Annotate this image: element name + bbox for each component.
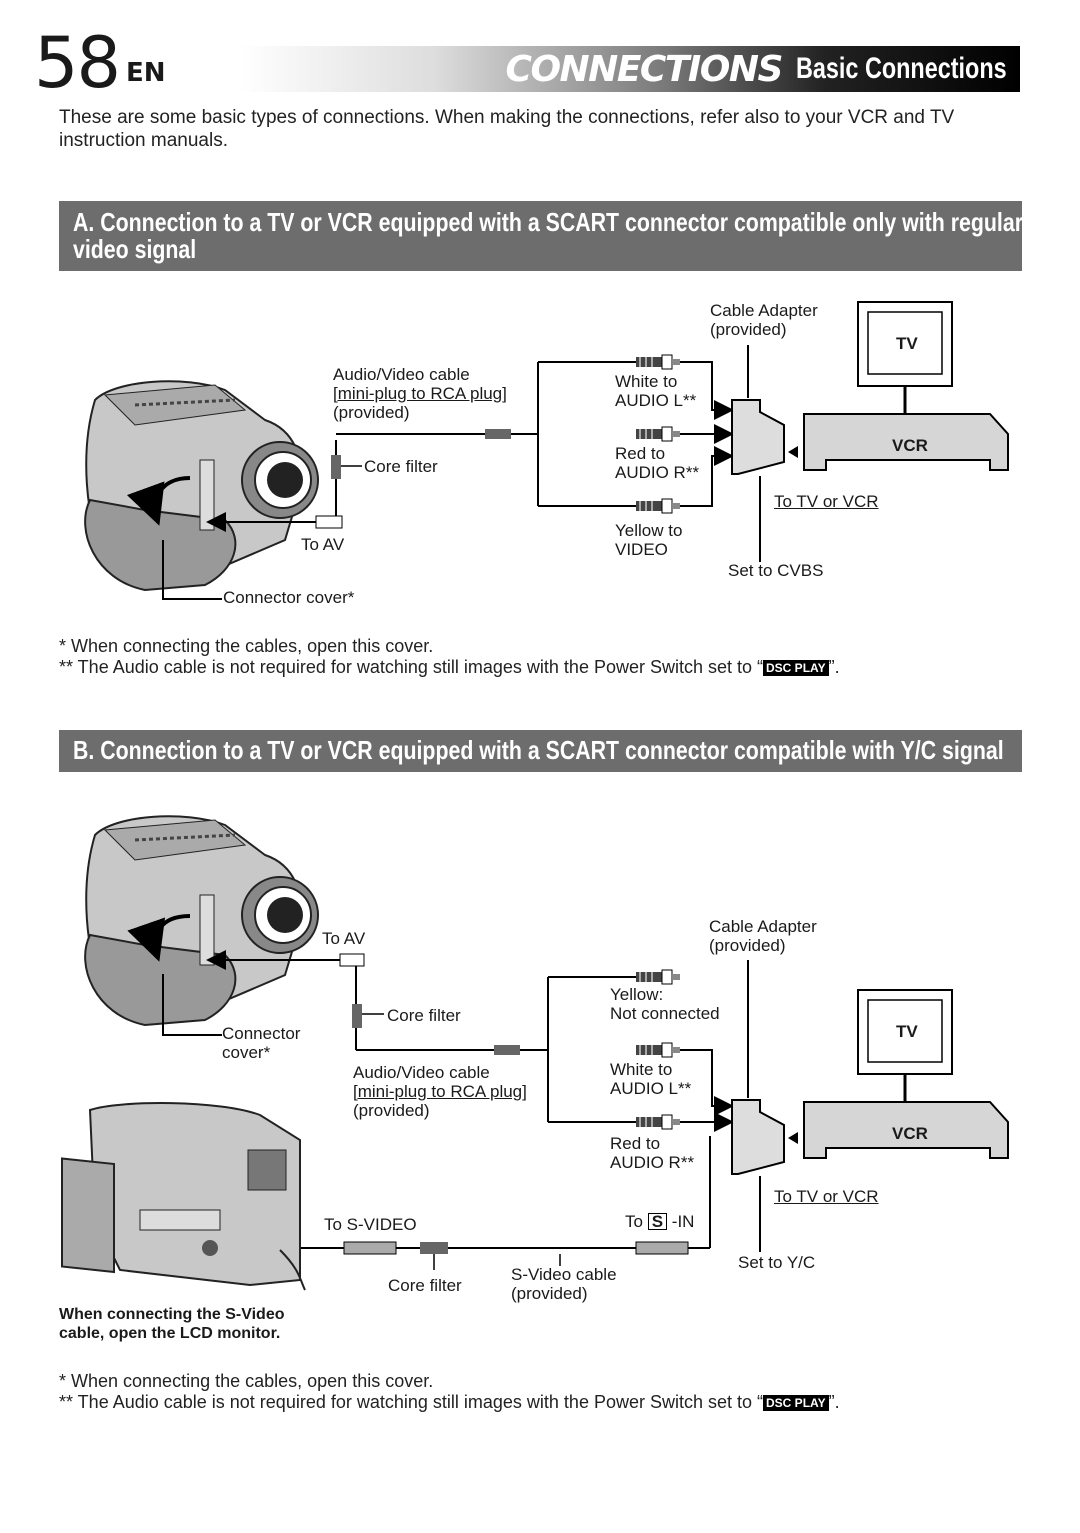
b-red-label: Red to AUDIO R**	[610, 1134, 695, 1172]
a-set-to-label: Set to CVBS	[728, 561, 824, 580]
dsc-play-badge: DSC PLAY	[763, 1395, 829, 1411]
a-tv-label: TV	[896, 334, 918, 353]
header-subtitle: Basic Connections	[795, 52, 1007, 85]
b-connector-cover-label: Connector cover*	[222, 1024, 301, 1062]
b-to-av-label: To AV	[322, 929, 366, 948]
a-white-label: White to AUDIO L**	[615, 372, 697, 410]
a-connector-cover-label: Connector cover*	[223, 588, 355, 607]
b-footnote-2: ** The Audio cable is not required for watching still images with the Power Switch set to “ DSC PLAY ”.	[59, 1392, 840, 1412]
intro-text: These are some basic types of connections. When making the connections, refer also to your VCR and TV instruction manuals.	[59, 107, 955, 151]
b-core-filter-label-1: Core filter	[387, 1006, 461, 1025]
b-yellow-label: Yellow: Not connected	[610, 985, 720, 1023]
section-b-heading: B. Connection to a TV or VCR equipped with a SCART connector compatible with Y/C signal	[59, 730, 1022, 772]
b-svideo-cable-label: S-Video cable (provided)	[511, 1265, 617, 1303]
b-core-filter-label-2: Core filter	[388, 1276, 462, 1295]
b-vcr-label: VCR	[892, 1124, 928, 1143]
a-to-tv-vcr-label: To TV or VCR	[774, 492, 879, 511]
section-a-heading: A. Connection to a TV or VCR equipped with a SCART connector compatible only with regular video signal	[59, 201, 1022, 271]
a-connector-cover-leader	[162, 540, 222, 600]
s-video-icon: S	[648, 1213, 667, 1230]
b-footnote-1: * When connecting the cables, open this cover.	[59, 1371, 434, 1391]
page-number: 58	[34, 22, 120, 104]
b-lcd-note: When connecting the S-Video cable, open the LCD monitor.	[59, 1306, 285, 1342]
a-footnote-1: * When connecting the cables, open this cover.	[59, 636, 434, 656]
camcorder-lcd-open	[62, 1103, 305, 1290]
b-tv-label: TV	[896, 1022, 918, 1041]
a-core-filter-label: Core filter	[364, 457, 438, 476]
a-cable-adapter-label: Cable Adapter (provided)	[710, 301, 818, 339]
b-to-s-in-label: To S -IN	[625, 1212, 695, 1231]
b-connector-cover-leader	[162, 974, 222, 1036]
b-set-to-label: Set to Y/C	[738, 1253, 816, 1272]
language-code: EN	[126, 58, 166, 88]
a-vcr-label: VCR	[892, 436, 928, 455]
a-footnote-2: ** The Audio cable is not required for watching still images with the Power Switch set to “ DSC PLAY ”.	[59, 657, 840, 677]
b-cable-adapter-label: Cable Adapter (provided)	[709, 917, 817, 955]
b-to-svideo-label: To S-VIDEO	[324, 1215, 417, 1234]
a-to-av-label: To AV	[301, 535, 345, 554]
header-title: CONNECTIONS	[505, 48, 782, 90]
a-av-cable-label: Audio/Video cable [mini-plug to RCA plug] (provided)	[333, 365, 507, 422]
section-a-diagram	[85, 302, 1008, 590]
b-av-cable-label: Audio/Video cable [mini-plug to RCA plug] (provided)	[353, 1063, 527, 1120]
dsc-play-badge: DSC PLAY	[763, 660, 829, 676]
section-b-diagram	[62, 816, 1008, 1290]
a-red-label: Red to AUDIO R**	[615, 444, 700, 482]
b-to-tv-vcr-label: To TV or VCR	[774, 1187, 879, 1206]
b-white-label: White to AUDIO L**	[610, 1060, 692, 1098]
a-yellow-label: Yellow to VIDEO	[615, 521, 683, 559]
